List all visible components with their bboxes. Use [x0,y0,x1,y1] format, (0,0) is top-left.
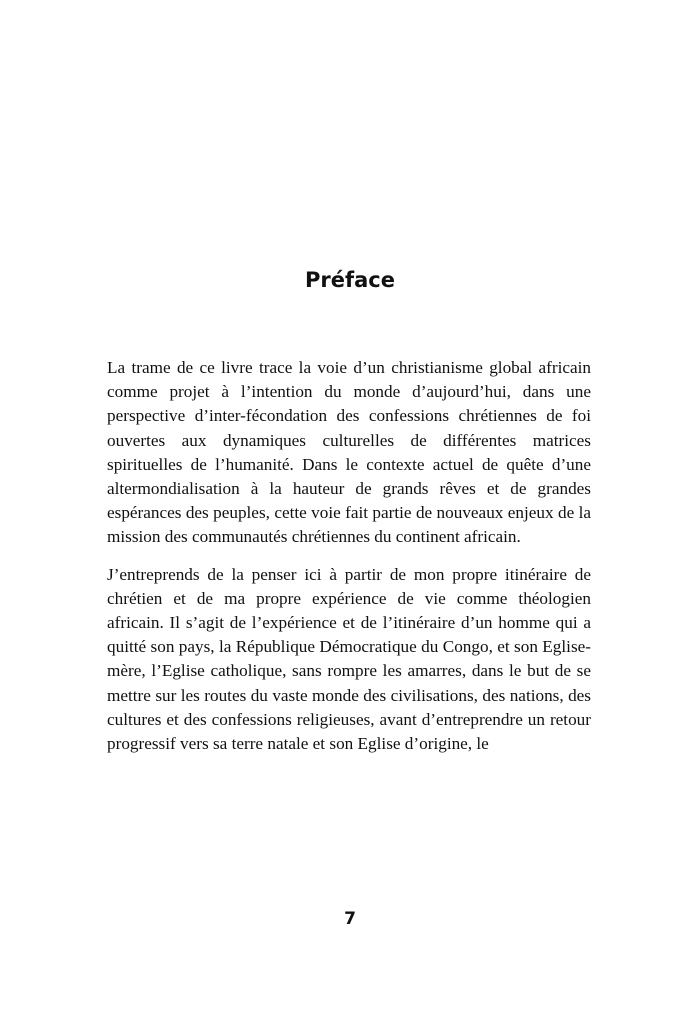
body-text [107,356,591,756]
page-number: 7 [344,909,356,929]
paragraph-1: La trame de ce livre trace la voie d’un christianisme global africain comme projet à l’intention du monde d’aujourd’hui, dans une perspective d’inter-fécondation des confessions chrétiennes de foi ouvertes aux dynamiques culturelles de différentes matrices spirituelles de l’humanité. Dans le contexte actuel de quête d’une altermondialisation à la hauteur de grands rêves et de grandes espérances des peuples, cette voie fait partie de nouveaux enjeux de la mission des communautés chrétiennes du continent africain. [107,358,591,547]
paragraph-2: J’entreprends de la penser ici à partir de mon propre itinéraire de chrétien et de ma propre expérience de vie comme théologien africain. Il s’agit de l’expérience et de l’itinéraire d’un homme qui a quitté son pays, la République Démocratique du Congo, et son Eglise-mère, l’Eglise catholique, sans rompre les amarres, dans le but de se mettre sur les routes du vaste monde des civilisations, des nations, des cultures et des confessions religieuses, avant d’entreprendre un retour progressif vers sa terre natale et son Eglise d’origine, le [107,564,591,754]
page-title: Préface [305,268,395,292]
